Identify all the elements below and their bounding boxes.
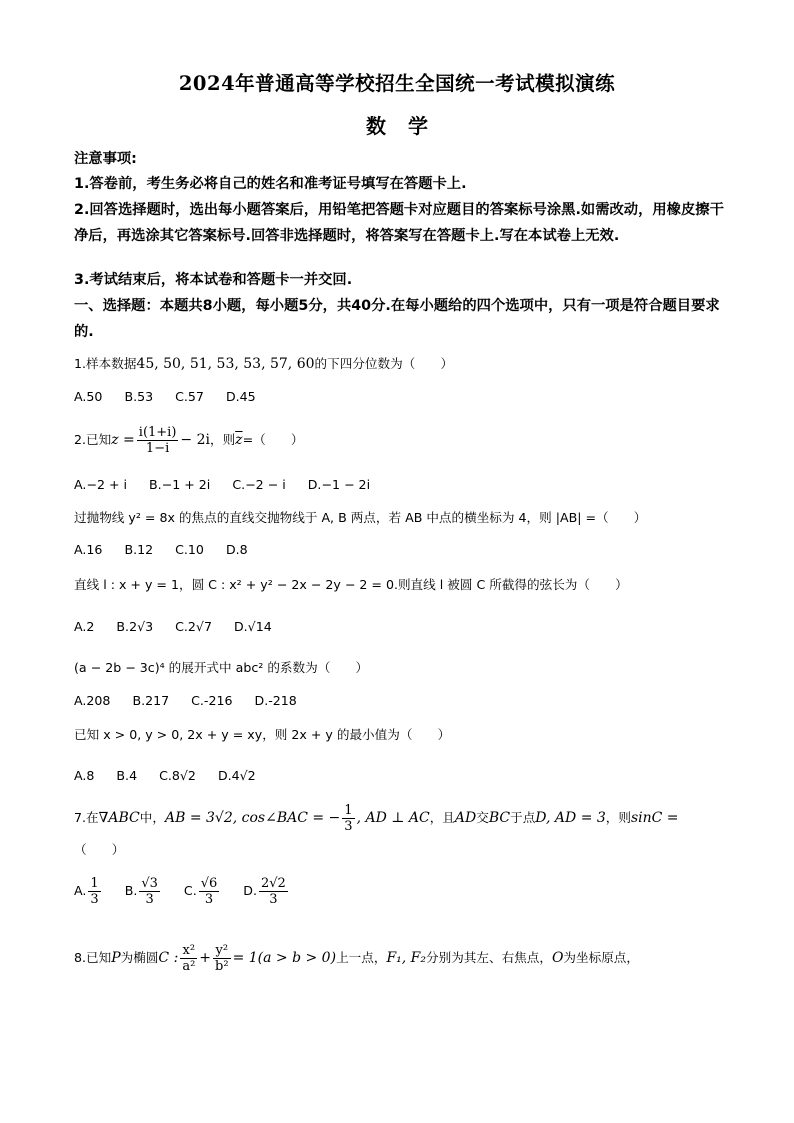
question-number: 7. (74, 810, 87, 825)
option-b[interactable]: B.12 (124, 542, 154, 557)
option-b[interactable]: B. $\frac{√3}{3}$ (124, 876, 158, 907)
subject-title: 数学 (366, 114, 450, 138)
question-3-options (74, 537, 724, 563)
question-2: 2.已知z = $\frac{i(1+i)}{1-i}$ − 2i，则$\overline{z}=$（ ） (74, 425, 304, 456)
sample-data: 45, 50, 51, 53, 53, 57, 60 (136, 356, 315, 372)
question-number: 8. (74, 950, 87, 965)
note-item-2: 2.回答选择题时，选出每小题答案后，用铅笔把答题卡对应题目的答案标号涂黑.如需改动，用橡皮擦干净后，再选涂其它答案标号.回答非选择题时，将答案写在答题卡上.写在本试卷上无效. (74, 202, 724, 244)
section-heading: 一、选择题：本题共8小题，每小题5分，共40分.在每小题给的四个选项中，只有一项是符合题目要求的. (74, 298, 720, 340)
fraction: $\frac{\text{y²}}{\text{b²}}$ (215, 943, 229, 974)
option-b[interactable]: B.2√3 (116, 619, 154, 634)
note-item-3: 3.考试结束后，将本试卷和答题卡一并交回. (74, 272, 353, 288)
fraction: $\frac{\text{x²}}{\text{a²}}$ (182, 943, 196, 974)
question-6-options (74, 763, 724, 789)
option-b[interactable]: B.4 (116, 768, 138, 783)
question-3: 过抛物线 y² = 8x 的焦点的直线交抛物线于 A, B 两点，若 AB 中点的横坐标为 4，则 |AB| =（ ） (74, 510, 647, 525)
option-a[interactable]: A.−2 + i (74, 477, 128, 492)
question-4-options (74, 614, 724, 640)
option-c[interactable]: C.10 (175, 542, 204, 557)
option-d[interactable]: D.−1 − 2i (307, 477, 371, 492)
question-2-options (74, 472, 724, 498)
question-number: 1. (74, 356, 87, 371)
question-7: 7.在∇ABC中，AB = 3√2, cos∠BAC = − $\frac{1}{3}$ , AD ⊥ AC，且AD交BC于点D, AD = 3，则sinC = (74, 803, 679, 834)
option-c[interactable]: C. $\frac{√6}{3}$ (183, 876, 218, 907)
option-b[interactable]: B.217 (132, 693, 170, 708)
option-d[interactable]: D.8 (225, 542, 248, 557)
option-a[interactable]: A. $\frac{1}{3}$ (74, 876, 99, 907)
z-conjugate: $\overline{z}$ (235, 432, 243, 448)
option-a[interactable]: A.2 (74, 619, 95, 634)
option-c[interactable]: C.8√2 (159, 768, 196, 783)
option-d[interactable]: D.4√2 (217, 768, 256, 783)
question-1-options (74, 384, 724, 410)
question-8: 8.已知P为椭圆C : $\frac{\text{x²}}{\text{a²}}$ + $\frac{\text{y²}}{\text{b²}}$ = 1(a > b > 0)上一点，F₁, F₂分别为其左、右焦点，O为坐标原点， (74, 943, 639, 974)
question-7-paren: （ ） (74, 842, 125, 857)
option-d[interactable]: D.√14 (233, 619, 272, 634)
option-d[interactable]: D.45 (225, 389, 256, 404)
fraction: $\frac{i(1+i)}{1-i}$ (138, 425, 177, 456)
fraction: $\frac{1}{3}$ (344, 803, 353, 834)
exam-title: 2024年普通高等学校招生全国统一考试模拟演练 (178, 72, 616, 95)
question-6: 已知 x > 0, y > 0, 2x + y = xy，则 2x + y 的最小值为（ ） (74, 727, 451, 742)
note-item-1: 1.答卷前，考生务必将自己的姓名和准考证号填写在答题卡上. (74, 176, 467, 192)
option-b[interactable]: B.53 (124, 389, 154, 404)
option-a[interactable]: A.8 (74, 768, 95, 783)
question-4: 直线 l : x + y = 1，圆 C : x² + y² − 2x − 2y − 2 = 0.则直线 l 被圆 C 所截得的弦长为（ ） (74, 577, 628, 592)
option-a[interactable]: A.50 (74, 389, 103, 404)
option-a[interactable]: A.16 (74, 542, 103, 557)
question-5-options (74, 688, 724, 714)
option-b[interactable]: B.−1 + 2i (149, 477, 211, 492)
option-c[interactable]: C.2√7 (175, 619, 212, 634)
question-1: 1.样本数据45, 50, 51, 53, 53, 57, 60的下四分位数为（ ） (74, 356, 454, 372)
question-5: (a − 2b − 3c)⁴ 的展开式中 abc² 的系数为（ ） (74, 660, 369, 675)
option-a[interactable]: A.208 (74, 693, 111, 708)
question-7-options (74, 876, 724, 907)
option-c[interactable]: C.−2 − i (232, 477, 286, 492)
option-c[interactable]: C.-216 (191, 693, 233, 708)
question-number: 2. (74, 432, 87, 447)
option-d[interactable]: D. $\frac{2√2}{3}$ (243, 876, 286, 907)
option-d[interactable]: D.-218 (254, 693, 297, 708)
option-c[interactable]: C.57 (175, 389, 204, 404)
notes-heading: 注意事项: (74, 151, 137, 167)
